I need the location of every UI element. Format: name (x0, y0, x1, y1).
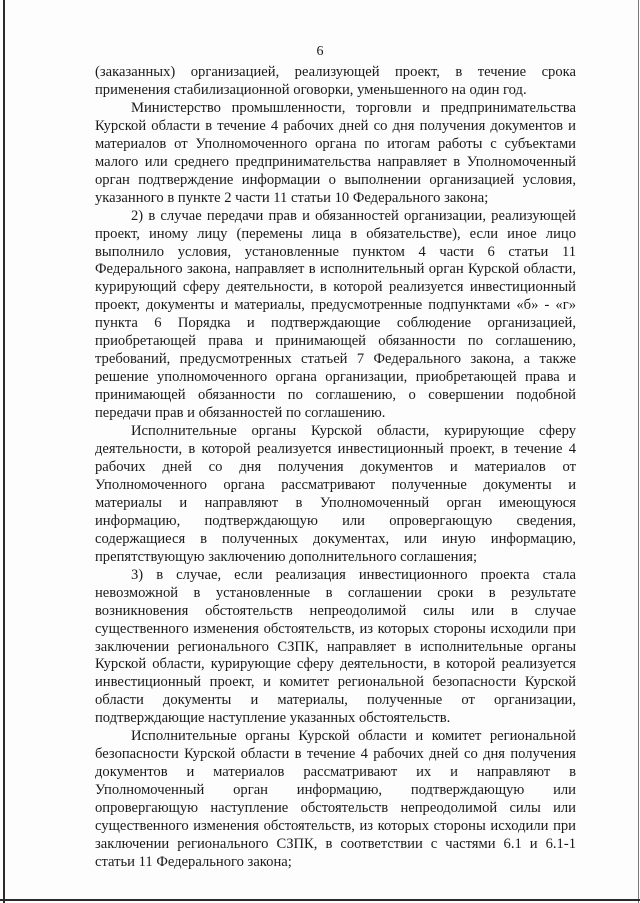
paragraph-security-committee-review: Исполнительные органы Курской области и комитет региональной безопасности Курской области в течение 4 рабочих дней со дня получения документов и материалов рассматривают их и направляют в Уполномоченный орган информацию, подтверждающую или опровергающую наступление обстоятельств непреодолимой силы или существенного изменения обстоятельств, из которых стороны исходили при заключении регионального СЗПК, в соответствии с частями 6.1 и 6.1-1 статьи 11 Федерального закона; (95, 728, 576, 870)
paragraph-item-2: 2) в случае передачи прав и обязанностей организации, реализующей проект, иному лицу (перемены лица в обязательстве), если иное лицо выполнило условия, установленные пунктом 4 части 6 статьи 11 Федерального закона, направляет в исполнительный орган Курской области, курирующий сферу деятельности, в которой реализуется инвестиционный проект, документы и материалы, предусмотренные подпунктами «б» - «г» пункта 6 Порядка и подтверждающие соблюдение организацией, приобретающей права и принимающей обязанности по соглашению, требований, предусмотренных статьей 7 Федерального закона, а также решение уполномоченного органа организации, приобретающей права и принимающей обязанности по соглашению, о совершении подобной передачи прав и обязанностей по соглашению. (95, 207, 576, 422)
paragraph-item-3: 3) в случае, если реализация инвестиционного проекта стала невозможной в установленные в соглашении сроки в результате возникновения обстоятельств непреодолимой силы или в случае существенного изменения обстоятельств, из которых стороны исходили при заключении регионального СЗПК, направляет в исполнительные органы Курской области, курирующие сферу деятельности, в которой реализуется инвестиционный проект, и комитет региональной безопасности Курской области документы и материалы, полученные от организации, подтверждающие наступление указанных обстоятельств. (95, 566, 576, 727)
scan-edge-right (638, 0, 639, 903)
paragraph-continuation: (заказанных) организацией, реализующей проект, в течение срока применения стабилизационной оговорки, уменьшенного на один год. (95, 64, 576, 98)
scan-edge-bottom (0, 899, 640, 901)
page-number: 6 (316, 44, 324, 59)
document-body (95, 64, 576, 872)
paragraph-ministry-confirmation: Министерство промышленности, торговли и предпринимательства Курской области в течение 4 рабочих дней со дня получения документов и материалов от Уполномоченного органа по итогам работы с субъектами малого или среднего предпринимательства направляет в Уполномоченный орган подтверждение информации о выполнении организацией условия, указанного в пункте 2 части 11 статьи 10 Федерального закона; (95, 99, 576, 206)
scan-edge-left (3, 0, 5, 903)
paragraph-executive-bodies-review: Исполнительные органы Курской области, курирующие сферу деятельности, в которой реализуется инвестиционный проект, в течение 4 рабочих дней со дня получения документов и материалов от Уполномоченного органа рассматривают полученные документы и материалы и направляют в Уполномоченный орган имеющуюся информацию, подтверждающую или опровергающую сведения, содержащиеся в полученных документах, или иную информацию, препятствующую заключению дополнительного соглашения; (95, 423, 576, 565)
